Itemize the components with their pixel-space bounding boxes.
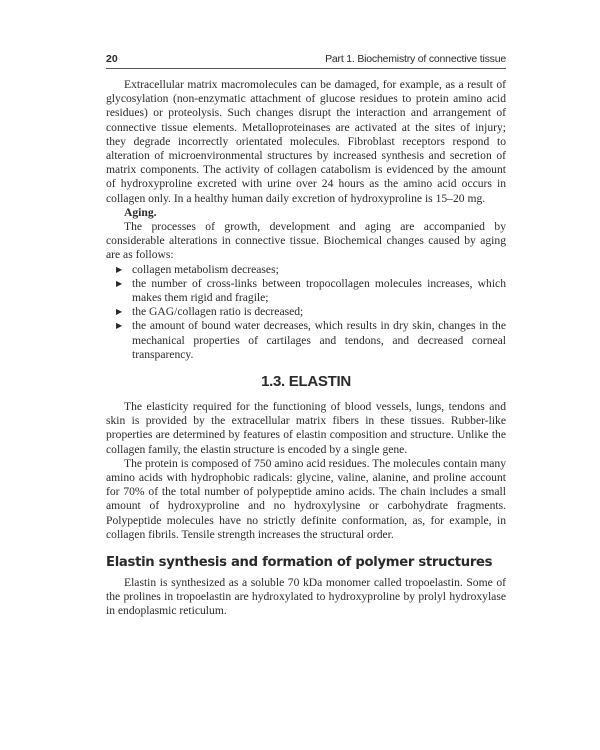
section-damage-aging bbox=[106, 78, 506, 362]
section-elastin-synthesis bbox=[106, 576, 506, 619]
list-item: ▶ the amount of bound water decreases, which results in dry skin, changes in the mechanical properties of cartilages and tendons, and decreased corneal transparency. bbox=[116, 319, 506, 361]
list-item: ▶ collagen metabolism decreases; bbox=[116, 262, 279, 276]
paragraph: The protein is composed of 750 amino acid residues. The molecules contain many amino acids with hydrophobic radicals: glycine, valine, alanine, and proline account for 70% of the total number of polypeptide amino acids. The chain includes a small amount of hydroxyproline and no hydroxylysine or carbohydrate fragments. Polypeptide molecules have no strictly definite conformation, as, for example, in collagen fibrils. Tensile strength increases the structural order. bbox=[106, 456, 506, 541]
running-title: Part 1. Biochemistry of connective tissue bbox=[325, 53, 506, 65]
list-item: ▶ the GAG/collagen ratio is decreased; bbox=[116, 305, 304, 319]
aging-changes-list bbox=[106, 263, 506, 362]
triangle-bullet-icon: ▶ bbox=[116, 264, 123, 274]
section-heading: 1.3. ELASTIN bbox=[261, 373, 351, 390]
triangle-bullet-icon: ▶ bbox=[116, 278, 123, 288]
page-number: 20 bbox=[106, 53, 118, 65]
triangle-bullet-icon: ▶ bbox=[116, 321, 123, 331]
paragraph: The processes of growth, development and aging are accompanied by considerable alterations in connective tissue. Biochemical changes caused by aging are as follows: bbox=[106, 220, 506, 262]
triangle-bullet-icon: ▶ bbox=[116, 307, 123, 317]
subsection-heading: Elastin synthesis and formation of polymer structures bbox=[106, 555, 493, 570]
paragraph: Elastin is synthesized as a soluble 70 kDa monomer called tropoelastin. Some of the prolines in tropoelastin are hydroxylated to hydroxyproline by prolyl hydroxylase in endoplasmic reticulum. bbox=[106, 576, 506, 618]
list-item: ▶ the number of cross-links between tropocollagen molecules increases, which makes them rigid and fragile; bbox=[116, 276, 506, 305]
running-header bbox=[106, 52, 506, 69]
paragraph: Extracellular matrix macromolecules can be damaged, for example, as a result of glycosylation (non-enzymatic attachment of glucose residues to protein amino acid residues) or proteolysis. Such changes disrupt the interaction and arrangement of connective tissue elements. Metalloproteinases are activated at the sites of injury; they degrade incorrectly orientated molecules. Fibroblast receptors respond to alteration of microenvironmental structures by increased synthesis and secretion of matrix components. The activity of collagen catabolism is evidenced by the amount of hydroxyproline excreted with urine over 24 hours as the amino acid occurs in collagen only. In a healthy human daily excretion of hydroxyproline is 15–20 mg. bbox=[106, 78, 506, 205]
aging-heading: Aging. bbox=[124, 205, 157, 219]
paragraph: The elasticity required for the functioning of blood vessels, lungs, tendons and skin is provided by the extracellular matrix fibers in these tissues. Rubber-like properties are determined by features of elastin composition and structure. Unlike the collagen family, the elastin structure is encoded by a single gene. bbox=[106, 400, 506, 456]
section-elastin bbox=[106, 400, 506, 542]
